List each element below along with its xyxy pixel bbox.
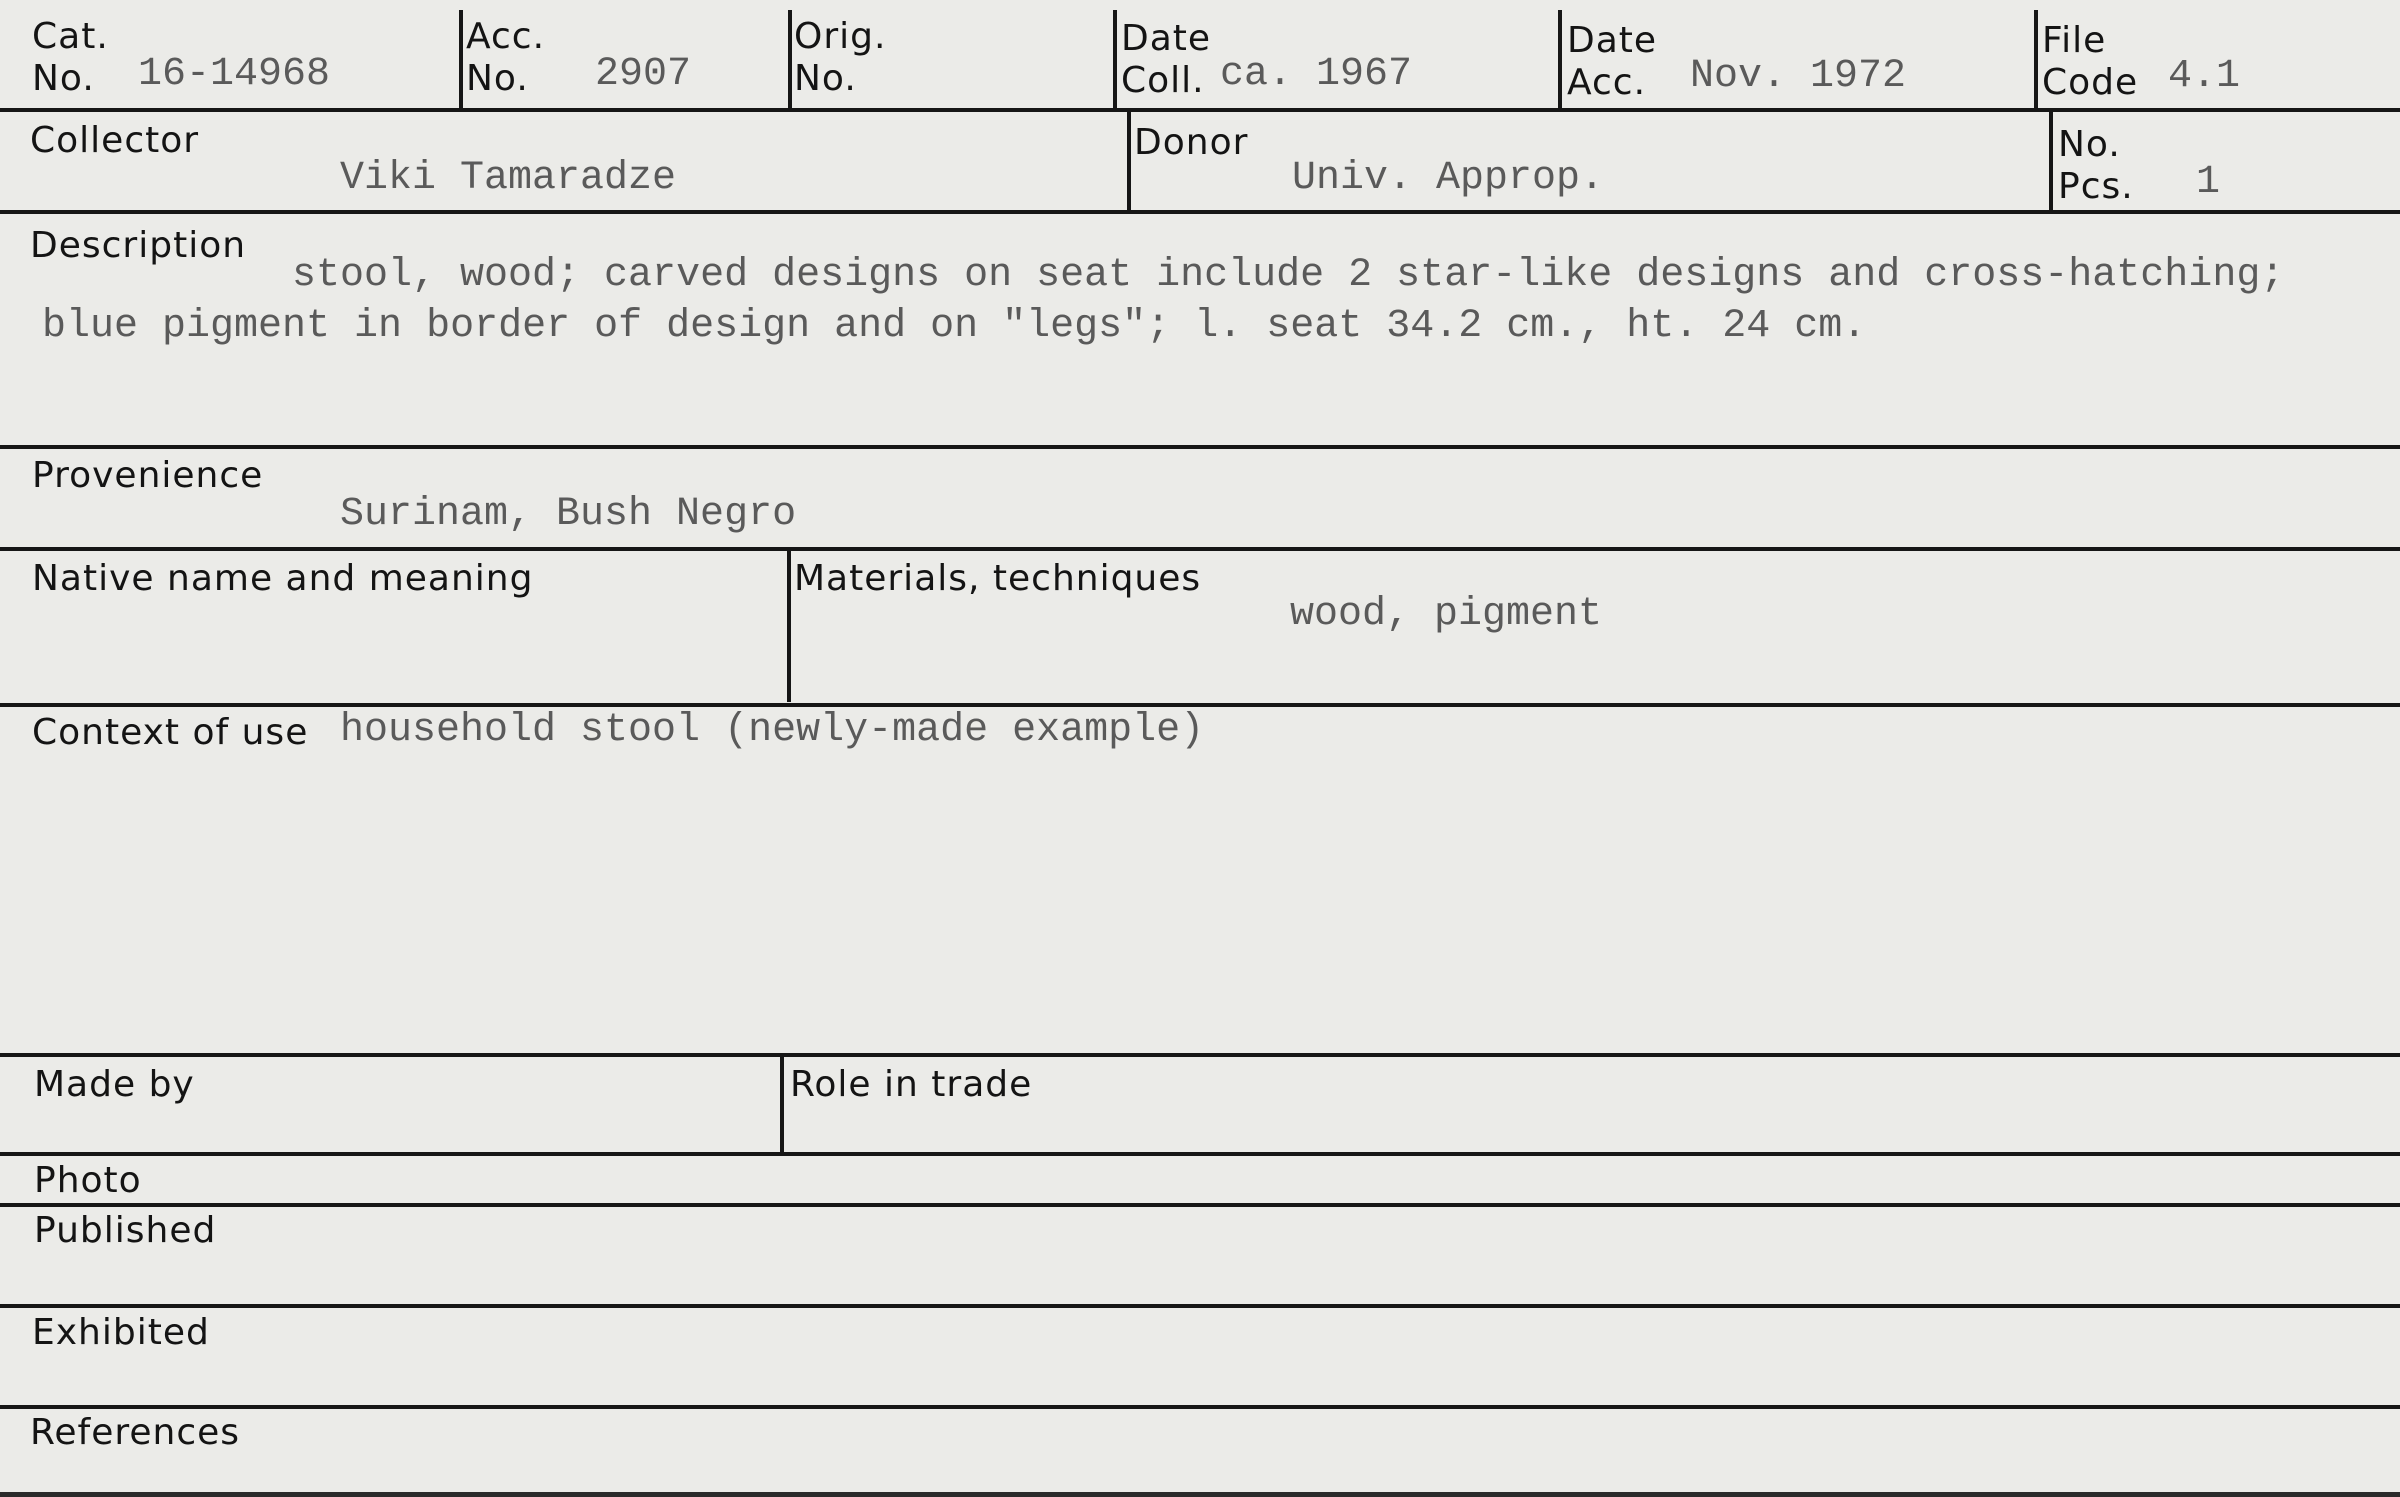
materials-value: wood, pigment bbox=[1290, 592, 1603, 637]
file-code-label-line2: Code bbox=[2042, 62, 2139, 103]
date-coll-label-line1: Date bbox=[1121, 18, 1212, 59]
orig-label-line2: No. bbox=[794, 58, 857, 99]
cat-label-line1: Cat. bbox=[32, 16, 109, 57]
rule-collector-bottom bbox=[0, 210, 2400, 214]
made-by-label: Made by bbox=[34, 1064, 195, 1105]
published-label: Published bbox=[34, 1210, 217, 1251]
divider-collector-donor bbox=[1127, 110, 1131, 212]
rule-description-bottom bbox=[0, 445, 2400, 449]
acc-label-line1: Acc. bbox=[466, 16, 546, 57]
context-label: Context of use bbox=[32, 712, 309, 753]
date-coll-label-line2: Coll. bbox=[1121, 60, 1205, 101]
file-code-value: 4.1 bbox=[2168, 54, 2241, 99]
rule-made-by-bottom bbox=[0, 1152, 2400, 1156]
divider-dateacc-file bbox=[2034, 10, 2038, 110]
provenience-label: Provenience bbox=[32, 455, 264, 496]
rule-exhibited-bottom bbox=[0, 1405, 2400, 1409]
native-name-label: Native name and meaning bbox=[32, 558, 534, 599]
description-value: stool, wood; carved designs on seat include 2 star-like designs and cross-hatching; blue pigment in border of design and on "legs"; l. seat 34.2 cm., ht. 24 cm. bbox=[42, 253, 2285, 349]
acc-no-value: 2907 bbox=[595, 52, 692, 97]
date-acc-label-line2: Acc. bbox=[1567, 62, 1647, 103]
acc-label-line2: No. bbox=[466, 58, 529, 99]
collector-value: Viki Tamaradze bbox=[340, 156, 677, 201]
divider-datecoll-dateacc bbox=[1558, 10, 1562, 110]
photo-label: Photo bbox=[34, 1160, 142, 1201]
rule-photo-bottom bbox=[0, 1203, 2400, 1207]
pieces-label-line1: No. bbox=[2058, 124, 2121, 165]
file-code-label-line1: File bbox=[2042, 20, 2107, 61]
divider-cat-acc bbox=[459, 10, 463, 110]
divider-donor-pcs bbox=[2049, 110, 2053, 212]
cat-no-value: 16-14968 bbox=[138, 52, 331, 97]
context-value: household stool (newly-made example) bbox=[340, 708, 1205, 753]
rule-header-bottom bbox=[0, 108, 2400, 112]
pieces-label-line2: Pcs. bbox=[2058, 166, 2134, 207]
divider-orig-date bbox=[1113, 10, 1117, 110]
exhibited-label: Exhibited bbox=[32, 1312, 210, 1353]
pieces-value: 1 bbox=[2196, 160, 2221, 205]
date-coll-value: ca. 1967 bbox=[1220, 52, 1413, 97]
rule-context-bottom bbox=[0, 1053, 2400, 1057]
donor-value: Univ. Approp. bbox=[1292, 156, 1605, 201]
divider-native-materials bbox=[787, 549, 791, 702]
role-in-trade-label: Role in trade bbox=[790, 1064, 1033, 1105]
rule-published-bottom bbox=[0, 1304, 2400, 1308]
materials-label: Materials, techniques bbox=[794, 558, 1202, 599]
provenience-value: Surinam, Bush Negro bbox=[340, 492, 797, 537]
cat-label-line2: No. bbox=[32, 58, 95, 99]
divider-madeby-role bbox=[780, 1055, 784, 1153]
divider-acc-orig bbox=[788, 10, 792, 110]
description-label: Description bbox=[30, 225, 247, 266]
rule-provenience-bottom bbox=[0, 547, 2400, 551]
references-label: References bbox=[30, 1412, 241, 1453]
date-acc-value: Nov. 1972 bbox=[1690, 54, 1907, 99]
rule-materials-bottom bbox=[0, 703, 2400, 707]
date-acc-label-line1: Date bbox=[1567, 20, 1658, 61]
orig-label-line1: Orig. bbox=[794, 16, 887, 57]
donor-label: Donor bbox=[1134, 122, 1249, 163]
collector-label: Collector bbox=[30, 120, 200, 161]
